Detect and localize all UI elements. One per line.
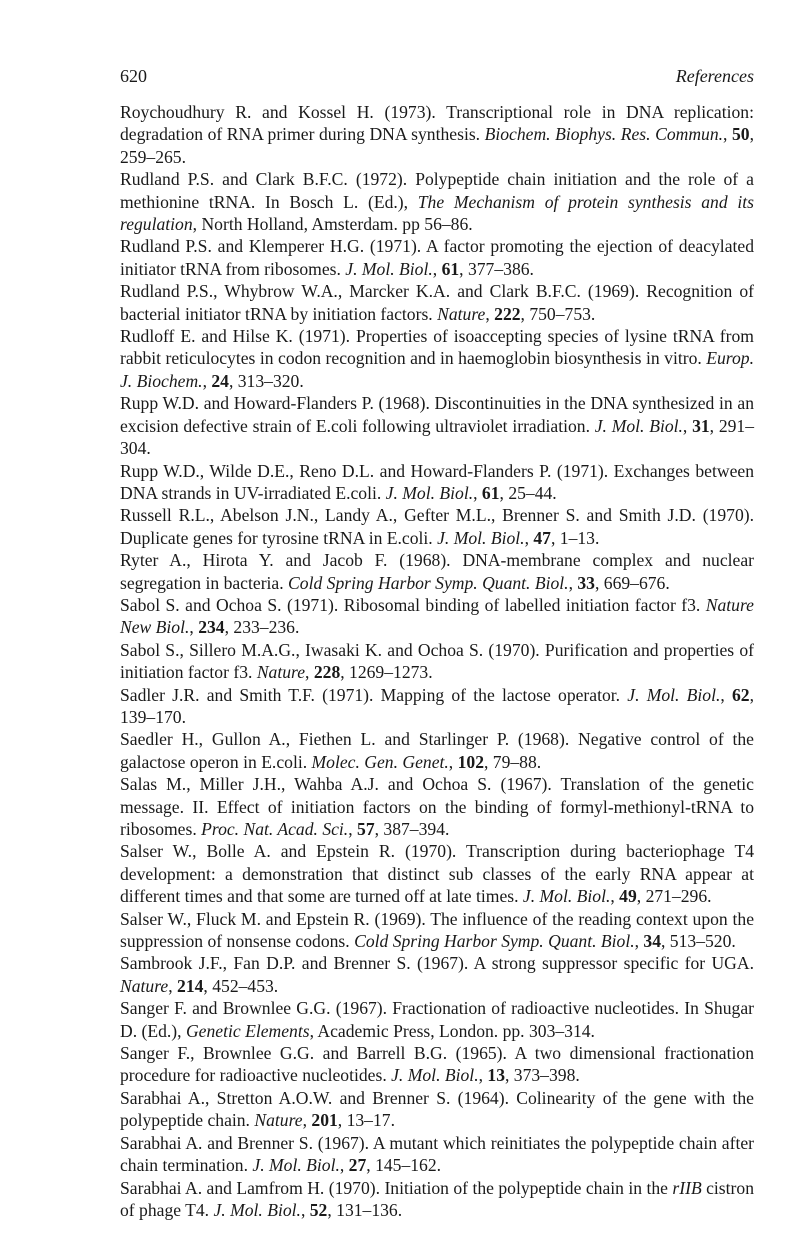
reference-journal: Cold Spring Harbor Symp. Quant. Biol. (288, 572, 569, 593)
reference-volume: 24 (211, 370, 229, 391)
reference-journal: The Mechanism of protein synthesis and its regulation (120, 191, 754, 235)
reference-authors: Roychoudhury R. and Kossel H. (1973). Transcriptional role in DNA replication: degradation of RNA primer during DNA synthesis. (120, 102, 754, 145)
reference-volume: 47 (533, 527, 551, 548)
reference-volume: 61 (481, 482, 500, 503)
reference-separator: , (720, 684, 732, 705)
reference-entry (120, 168, 754, 235)
reference-pages: , 513–520. (661, 931, 736, 952)
reference-separator: , (524, 527, 534, 548)
reference-entry (120, 728, 754, 773)
reference-pages: , 233–236. (224, 617, 300, 638)
reference-pages: , 271–296. (636, 886, 712, 907)
reference-volume: 102 (457, 751, 484, 772)
reference-journal: J. Mol. Biol. (437, 527, 525, 548)
reference-entry (120, 908, 754, 953)
reference-separator: , (348, 819, 358, 839)
reference-volume: 34 (643, 931, 661, 952)
reference-separator: , (305, 662, 314, 683)
reference-entry (120, 639, 754, 684)
reference-volume: 61 (441, 258, 460, 279)
reference-authors: Rudloff E. and Hilse K. (1971). Properties of isoaccepting species of lysine tRNA from rabbit reticulocytes in codon recognition and in haemoglobin biosynthesis in vitro. (120, 326, 754, 369)
reference-journal: Biochem. Biophys. Res. Commun. (484, 124, 724, 145)
reference-entry (120, 840, 754, 907)
reference-journal: J. Mol. Biol. (385, 482, 474, 503)
reference-pages: Academic Press, London. pp. 303–314. (317, 1020, 595, 1041)
reference-pages: , 373–398. (504, 1065, 580, 1086)
reference-journal: J. Mol. Biol. (345, 258, 433, 279)
reference-pages: , 313–320. (228, 370, 304, 391)
reference-list (120, 101, 754, 1221)
reference-volume: 50 (732, 124, 750, 145)
reference-journal: J. Mol. Biol. (213, 1199, 301, 1220)
reference-entry (120, 280, 754, 325)
reference-separator: , (478, 1065, 488, 1086)
reference-journal: J. Mol. Biol. (522, 886, 611, 907)
reference-pages: , 452–453. (203, 975, 279, 996)
reference-volume: 31 (692, 415, 710, 436)
page-header (120, 66, 754, 90)
reference-separator: , (189, 617, 199, 638)
reference-separator: , (448, 751, 458, 772)
reference-entry (120, 504, 754, 549)
reference-separator: , (568, 572, 578, 593)
reference-pages: , 1–13. (550, 527, 600, 548)
reference-separator: , (610, 886, 620, 907)
reference-authors: Salser W., Fluck M. and Epstein R. (1969). The influence of the reading context upon the suppression of nonsense codons. (120, 908, 754, 952)
reference-authors: Sambrook J.F., Fan D.P. and Brenner S. (1967). A strong suppressor specific for UGA. (120, 953, 754, 974)
reference-entry (120, 1177, 754, 1222)
reference-volume: 57 (357, 819, 375, 839)
reference-pages: , 139–170. (120, 684, 754, 727)
reference-journal: Proc. Nat. Acad. Sci. (201, 819, 349, 839)
reference-pages: , 387–394. (374, 819, 450, 839)
reference-volume: 33 (577, 572, 595, 593)
reference-pages: , 291–304. (120, 415, 755, 459)
reference-authors: Sanger F., Brownlee G.G. and Barrell B.G. (1965). A two dimensional fractionation procedure for radioactive nucleotides. (120, 1043, 754, 1086)
reference-separator: , (485, 303, 495, 324)
reference-entry (120, 1042, 754, 1087)
reference-entry (120, 997, 754, 1042)
reference-volume: 228 (313, 662, 341, 683)
reference-authors: Sarabhai A. and Brenner S. (1967). A mutant which reinitiates the polypeptide chain after chain termination. (120, 1132, 754, 1176)
reference-entry (120, 773, 754, 840)
reference-journal: Cold Spring Harbor Symp. Quant. Biol. (354, 931, 635, 952)
reference-entry (120, 460, 754, 505)
reference-authors: Salas M., Miller J.H., Wahba A.J. and Ochoa S. (1967). Translation of the genetic message. II. Effect of initiation factors on the binding of formyl-methionyl-tRNA to ribosomes. (120, 774, 754, 839)
reference-journal: J. Mol. Biol. (391, 1065, 479, 1086)
reference-volume: 27 (348, 1155, 367, 1176)
reference-pages: , 1269–1273. (340, 662, 433, 683)
reference-pages: , 669–676. (594, 572, 670, 593)
reference-separator: , (634, 931, 644, 952)
reference-authors: Sadler J.R. and Smith T.F. (1971). Mapping of the lactose operator. (120, 684, 628, 705)
reference-authors: Rudland P.S., Whybrow W.A., Marcker K.A. and Clark B.F.C. (1969). Recognition of bacterial initiator tRNA by initiation factors. (120, 281, 754, 324)
reference-authors: Sarabhai A., Stretton A.O.W. and Brenner S. (1964). Colinearity of the gene with the polypeptide chain. (120, 1087, 754, 1131)
reference-journal: Molec. Gen. Genet. (311, 751, 449, 772)
reference-volume: 49 (619, 886, 637, 907)
reference-authors: Ryter A., Hirota Y. and Jacob F. (1968). DNA-membrane complex and nuclear segregation in bacteria. (120, 550, 754, 593)
reference-pages: North Holland, Amsterdam. pp 56–86. (201, 214, 473, 235)
reference-journal: Nature New Biol. (120, 594, 754, 638)
reference-authors: Sarabhai A. and Lamfrom H. (1970). Initiation of the polypeptide chain in the (120, 1177, 673, 1198)
reference-pages: , 79–88. (483, 751, 542, 772)
reference-separator: , (682, 415, 693, 436)
reference-entry (120, 684, 754, 729)
reference-journal: Nature (437, 303, 486, 324)
reference-volume: 234 (198, 617, 225, 638)
reference-entry (120, 235, 754, 280)
reference-journal: J. Mol. Biol. (627, 684, 721, 705)
reference-pages: , 13–17. (337, 1110, 395, 1131)
reference-italic-term: rIIB (672, 1177, 702, 1198)
running-title: References (675, 66, 754, 86)
reference-authors: Russell R.L., Abelson J.N., Landy A., Gefter M.L., Brenner S. and Smith J.D. (1970). Duplicate genes for tyrosine tRNA in E.coli. (120, 505, 754, 548)
reference-pages: , 377–386. (459, 258, 534, 279)
reference-entry (120, 549, 754, 594)
reference-separator: , (473, 482, 482, 503)
reference-separator: , (309, 1020, 318, 1041)
reference-separator: , (168, 975, 178, 996)
reference-volume: 52 (309, 1199, 328, 1220)
reference-separator: , (339, 1155, 349, 1176)
reference-volume: 222 (494, 303, 521, 324)
reference-authors: Salser W., Bolle A. and Epstein R. (1970). Transcription during bacteriophage T4 development: a demonstration that distinct sub classes of the early RNA appear at different times and that some are turned off at late times. (120, 841, 754, 907)
reference-entry (120, 101, 754, 168)
reference-volume: 214 (177, 975, 204, 996)
reference-volume: 201 (311, 1110, 338, 1131)
reference-entry (120, 1087, 754, 1132)
reference-entry (120, 1132, 754, 1177)
reference-journal: Nature (120, 975, 169, 996)
reference-authors: Sanger F. and Brownlee G.G. (1967). Fractionation of radioactive nucleotides. In Shugar D. (Ed.), (120, 998, 754, 1041)
reference-pages: , 259–265. (120, 124, 754, 167)
reference-authors: Sabol S. and Ochoa S. (1971). Ribosomal binding of labelled initiation factor f3. (120, 594, 706, 615)
reference-authors: Saedler H., Gullon A., Fiethen L. and Starlinger P. (1968). Negative control of the galactose operon in E.coli. (120, 729, 754, 772)
reference-separator: , (300, 1199, 310, 1220)
reference-entry (120, 325, 754, 392)
reference-journal: Nature (256, 662, 306, 683)
reference-authors: Rudland P.S. and Clark B.F.C. (1972). Polypeptide chain initiation and the role of a methionine tRNA. In Bosch L. (Ed.), (120, 169, 754, 212)
reference-separator: , (432, 258, 442, 279)
reference-pages: , 750–753. (520, 303, 596, 324)
reference-volume: 13 (487, 1065, 505, 1086)
reference-entry (120, 952, 754, 997)
reference-entry (120, 594, 754, 639)
reference-journal: Europ. J. Biochem. (120, 348, 754, 391)
reference-authors: Rupp W.D., Wilde D.E., Reno D.L. and Howard-Flanders P. (1971). Exchanges between DNA strands in UV-irradiated E.coli. (120, 460, 754, 503)
reference-entry (120, 392, 754, 459)
page-number: 620 (120, 66, 147, 86)
reference-separator: , (302, 1110, 312, 1131)
reference-title-rest: cistron of phage T4. (120, 1177, 754, 1220)
reference-journal: J. Mol. Biol. (252, 1155, 340, 1176)
reference-authors: Rudland P.S. and Klemperer H.G. (1971). A factor promoting the ejection of deacylated initiator tRNA from ribosomes. (120, 236, 754, 279)
reference-separator: , (723, 124, 732, 145)
reference-pages: , 131–136. (327, 1199, 403, 1220)
reference-separator: , (202, 370, 212, 391)
reference-journal: Nature (254, 1110, 303, 1131)
reference-authors: Rupp W.D. and Howard-Flanders P. (1968). Discontinuities in the DNA synthesized in an excision defective strain of E.coli following ultraviolet irradiation. (120, 393, 754, 436)
reference-journal: J. Mol. Biol. (594, 415, 683, 436)
reference-authors: Sabol S., Sillero M.A.G., Iwasaki K. and Ochoa S. (1970). Purification and properties of initiation factor f3. (120, 639, 754, 683)
reference-separator: , (192, 214, 202, 235)
reference-pages: , 145–162. (366, 1155, 442, 1176)
reference-volume: 62 (732, 684, 750, 705)
reference-journal: Genetic Elements (185, 1020, 310, 1041)
reference-pages: , 25–44. (499, 482, 557, 503)
